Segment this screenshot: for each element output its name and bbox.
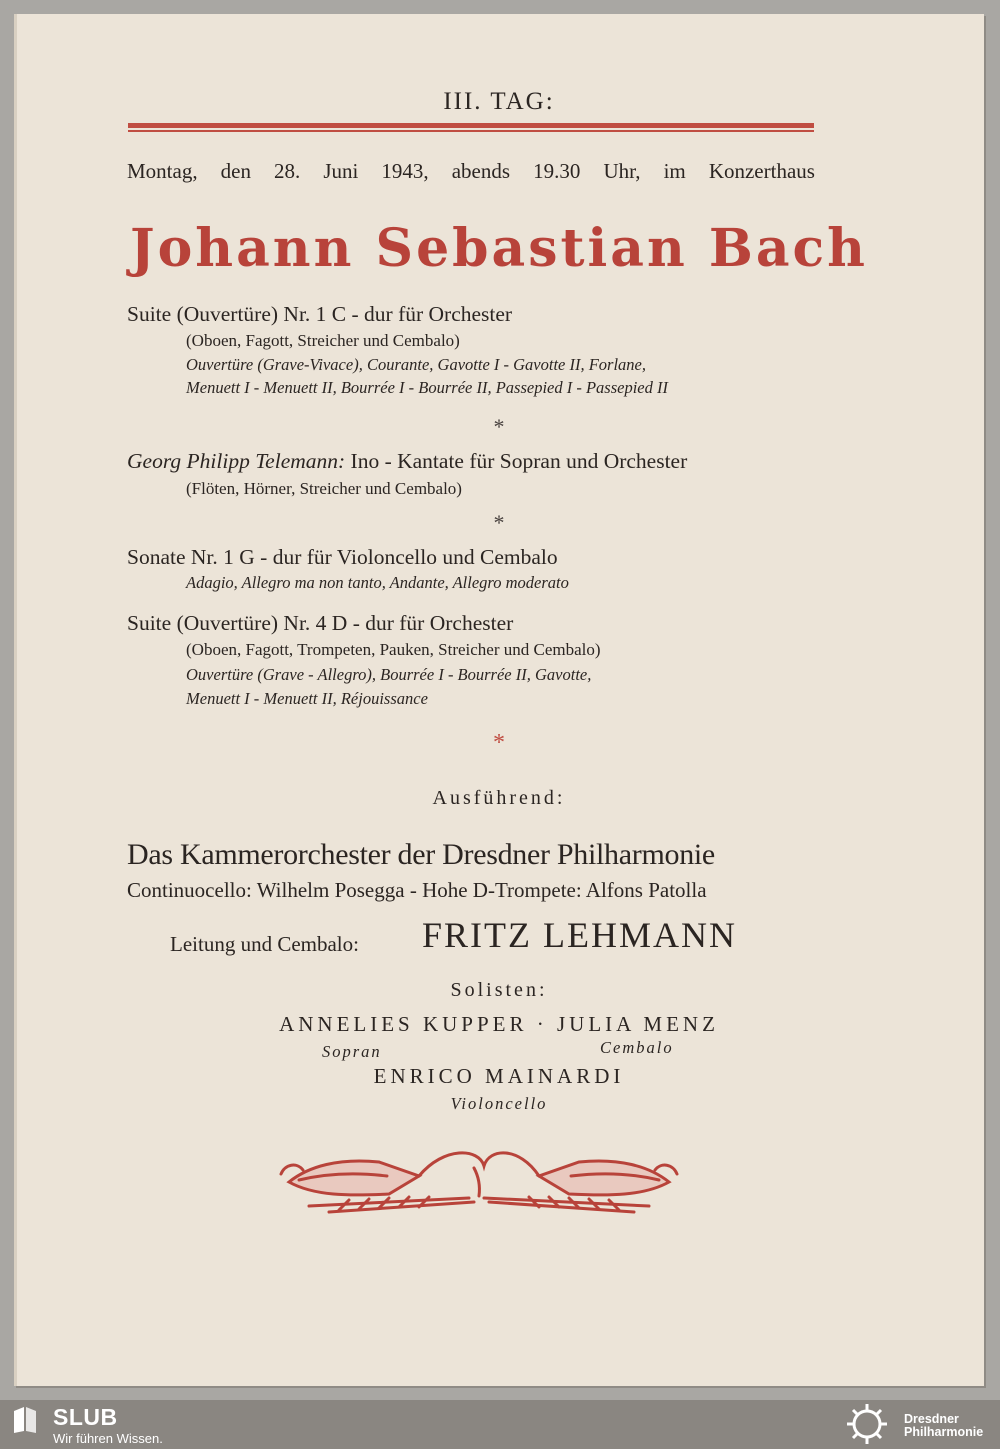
role-violoncello: Violoncello [450,1094,548,1113]
work-2-composer: Georg Philipp Telemann: [127,449,346,473]
separator-star: * [493,510,505,535]
work-1-movements: Ouvertüre (Grave-Vivace), Courante, Gavotte I - Gavotte II, Forlane, [186,355,647,374]
work-3-title: Sonate Nr. 1 G - dur für Violoncello und Cembalo [127,545,558,569]
work-1-movements-cont: Menuett I - Menuett II, Bourrée I - Bourrée II, Passepied I - Passepied II [186,378,668,397]
ensemble-name: Das Kammerorchester der Dresdner Philharmonie [127,838,715,871]
ornament-horns-wings [269,1136,689,1220]
work-2-line [127,449,687,474]
conductor-name: FRITZ LEHMANN [422,915,737,955]
work-4-title: Suite (Ouvertüre) Nr. 4 D - dur für Orchester [127,611,514,635]
work-1-instruments: (Oboen, Fagott, Streicher und Cembalo) [186,331,460,350]
conductor-label: Leitung und Cembalo: [170,932,359,956]
slub-logo-icon [12,1405,38,1435]
partner-name: Dresdner Philharmonie [904,1412,984,1439]
composer-name: Johann Sebastian Bach [130,218,868,279]
work-4-movements: Ouvertüre (Grave - Allegro), Bourrée I - Bourrée II, Gavotte, [186,665,592,684]
role-cembalo: Cembalo [600,1038,674,1057]
title-rule [128,123,814,133]
slub-tagline: Wir führen Wissen. [53,1431,163,1446]
separator-star-red: * [493,730,505,756]
slub-name: SLUB [53,1404,118,1430]
role-soprano: Sopran [322,1042,382,1061]
work-1-title: Suite (Ouvertüre) Nr. 1 C - dur für Orchester [127,302,513,326]
soloists-line-2: ENRICO MAINARDI [373,1064,625,1088]
work-4-movements-cont: Menuett I - Menuett II, Réjouissance [186,689,428,708]
continuo-line: Continuocello: Wilhelm Posegga - Hohe D-Trompete: Alfons Patolla [127,878,707,902]
work-2-instruments: (Flöten, Hörner, Streicher und Cembalo) [186,479,462,498]
footer-bar [0,1400,1000,1449]
work-2-title: Ino - Kantate für Sopran und Orchester [350,449,688,473]
program-page [14,14,984,1386]
separator-star: * [493,414,505,439]
dresdner-philharmonie-logo-icon [838,1400,896,1449]
work-4-instruments: (Oboen, Fagott, Trompeten, Pauken, Streicher und Cembalo) [186,640,601,659]
soloists-label: Solisten: [450,979,548,1001]
performers-label: Ausführend: [432,787,566,809]
date-line: Montag, den 28. Juni 1943, abends 19.30 Uhr, im Konzerthaus [127,159,815,183]
day-title: III. TAG: [443,88,555,115]
work-3-movements: Adagio, Allegro ma non tanto, Andante, Allegro moderato [186,573,569,592]
soloists-line-1: ANNELIES KUPPER · JULIA MENZ [279,1012,719,1036]
